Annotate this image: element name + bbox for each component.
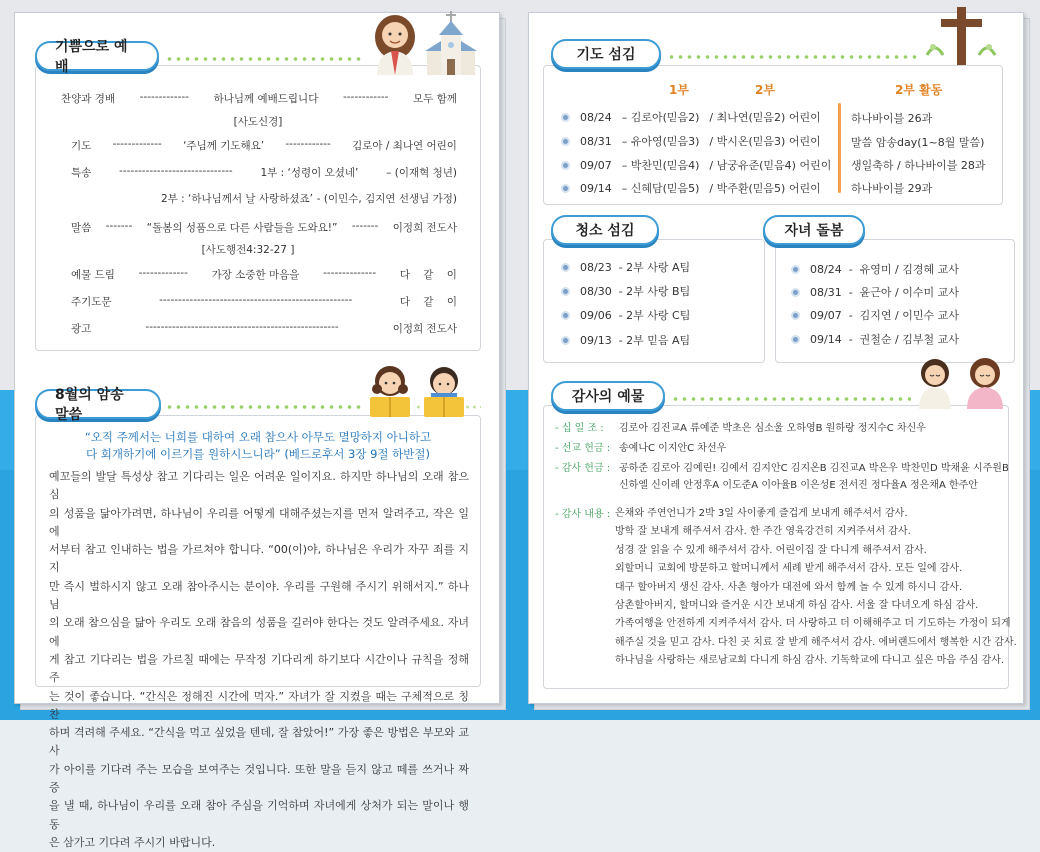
left-page xyxy=(14,12,500,849)
offering-title: 감사의 예물 xyxy=(571,389,645,405)
thanks-content-line: 하나님을 사랑하는 새로남교회 다니게 하심 감사. 기독학교에 다니고 싶은 마음 주심 감사. xyxy=(615,655,1005,667)
row-dash: ------------- xyxy=(139,91,189,103)
row-item: 예물 드림 xyxy=(71,269,115,281)
cleaning-item xyxy=(561,332,690,348)
cross-illustration xyxy=(921,5,1001,67)
cleaning-text: 09/06 - 2부 사랑 C팀 xyxy=(580,309,691,322)
row-dash: ------------- xyxy=(112,138,162,150)
row-item: 말씀 xyxy=(71,222,92,234)
cleaning-item xyxy=(561,283,690,299)
bullet-icon xyxy=(791,335,800,344)
cleaning-title-tab xyxy=(551,215,659,245)
offering-title-tab xyxy=(551,381,665,411)
memory-body-line: 예꼬들의 발달 특성상 참고 기다리는 일은 어려운 일이지요. 하지만 하나님의 오래 참으심 xyxy=(49,470,469,502)
care-title: 자녀 돌봄 xyxy=(784,223,844,239)
row-person: 이정희 전도사 xyxy=(392,222,457,234)
thanks-offering-names-1: 공하준 김로아 김예린! 김예서 김지안C 김지온B 김진교A 박은우 박찬민D 박채윤 시주원B xyxy=(619,463,1009,474)
care-text: 08/24 - 유영미 / 김경혜 교사 xyxy=(810,263,959,276)
thanks-offering-label: - 감사 헌금 : xyxy=(555,463,611,474)
activity-item: 하나바이블 29과 xyxy=(851,182,933,195)
cleaning-text: 08/23 - 2부 사랑 A팀 xyxy=(580,261,691,274)
prayer-title-tab xyxy=(551,39,661,69)
jesus-illustration xyxy=(365,13,425,75)
thanks-content-line: 은채와 주연언니가 2박 3일 사이좋게 즐겁게 보내게 해주셔서 감사. xyxy=(615,508,908,519)
row-item: [사도신경] xyxy=(233,116,283,128)
care-title-tab xyxy=(763,215,865,245)
care-text: 09/14 - 권철순 / 김부철 교사 xyxy=(810,333,959,346)
row-person: 다 같 이 xyxy=(399,269,457,281)
prayer-title: 기도 섬김 xyxy=(576,47,636,63)
memory-title: 8월의 암송 말씀 xyxy=(55,387,124,423)
row-dash: ------------ xyxy=(285,138,331,150)
thanks-content-line: 외할머니 교회에 방문하고 할머니께서 세례 받게 해주셔서 감사. 모든 일에 감사. xyxy=(615,563,963,575)
prayer-item xyxy=(561,180,821,196)
bullet-icon xyxy=(561,311,570,320)
row-content: 2부 : ‘하나님께서 날 사랑하셨죠’ xyxy=(161,193,313,205)
care-item xyxy=(791,261,959,277)
thanks-content-line: 삼촌할아버지, 할머니와 즐거운 시간 보내게 하심 감사. 서울 잘 다녀오게 하심 감사. xyxy=(615,600,979,612)
boy-reading-illustration xyxy=(419,363,469,419)
prayer-person-1: – 김로아(믿음2) xyxy=(621,111,700,124)
prayer-col-part1: 1부 xyxy=(669,83,689,97)
row-content: “돌봄의 성품으로 다른 사람들을 도와요!” xyxy=(146,222,338,234)
row-item: [사도행전4:32-27 ] xyxy=(201,244,295,256)
right-page xyxy=(528,12,1024,704)
row-content: 1부 : ‘성령이 오셨네’ xyxy=(260,167,359,179)
row-item: 주기도문 xyxy=(71,296,112,308)
memory-body-line: 게 참고 기다리는 법을 가르칠 때에는 무작정 기다리게 하기보다 시간이나 규칙을 정해 주 xyxy=(49,652,469,685)
cleaning-text: 09/13 - 2부 믿음 A팀 xyxy=(580,334,691,347)
prayer-date: 08/24 xyxy=(580,110,612,124)
thanks-content-list xyxy=(615,505,1017,671)
prayer-item xyxy=(561,109,821,125)
cleaning-text: 08/30 - 2부 사랑 B팀 xyxy=(580,285,691,298)
memory-body-line: 은 삼가고 기다려 주시기 바랍니다. xyxy=(49,835,216,849)
care-item xyxy=(791,284,959,300)
row-person: 다 같 이 xyxy=(399,296,457,308)
prayer-person-2: / 최나연(믿음2) 어린이 xyxy=(709,111,821,124)
worship-row-offering xyxy=(71,267,457,282)
thanks-content-line: 해주실 것을 믿고 감사. 다친 곳 치료 잘 받게 해주셔서 감사. 에버랜드에서 행복한 시간 감사. xyxy=(615,636,1017,648)
prayer-col-part2: 2부 xyxy=(755,83,775,97)
memory-body-line: 을 낼 때, 하나님이 우리를 오래 참아 주심을 기억하며 자녀에게 상처가 되는 말이나 행동 xyxy=(49,799,469,831)
bullet-icon xyxy=(791,288,800,297)
thanks-content-label: - 감사 내용 : xyxy=(555,509,611,520)
dotted-divider xyxy=(667,52,917,62)
cleaning-item xyxy=(561,307,690,323)
memory-body-line: 는 것이 좋습니다. “간식은 정해진 시간에 먹자.” 자녀가 잘 지켰을 때는 구체적으로 칭찬 xyxy=(49,689,469,721)
tithe-label: - 십 일 조 : xyxy=(555,423,604,434)
prayer-col-activity: 2부 활동 xyxy=(895,83,943,97)
praying-kids-illustration xyxy=(911,353,1015,409)
bullet-icon xyxy=(561,184,570,193)
mission-names: 송예나C 이지안C 차선우 xyxy=(619,443,727,454)
care-text: 09/07 - 김지연 / 이민수 교사 xyxy=(810,309,959,322)
row-item: 특송 xyxy=(71,167,92,179)
prayer-person-2: / 남궁유준(믿음4) 어린이 xyxy=(709,159,832,172)
worship-row-creed xyxy=(15,114,501,129)
row-person: - (이민수, 김지연 선생님 가정) xyxy=(316,193,457,205)
prayer-person-2: / 박시온(믿음3) 어린이 xyxy=(709,135,821,148)
row-dash: --------------------------------------------------- xyxy=(145,321,339,333)
memory-body xyxy=(49,468,469,852)
activity-item: 말씀 암송day(1~8월 말씀) xyxy=(851,136,985,149)
memory-body-line: 가 아이를 기다려 주는 모습을 보여주는 것입니다. 또한 말을 듣지 않고 떼를 쓰거나 짜증 xyxy=(49,762,469,795)
row-content: ‘주님께 기도해요’ xyxy=(183,140,265,152)
bullet-icon xyxy=(561,113,570,122)
row-dash: ------- xyxy=(351,220,379,232)
prayer-date: 09/14 xyxy=(580,181,612,195)
activity-item: 생일축하 / 하나바이블 28과 xyxy=(851,159,986,172)
bullet-icon xyxy=(791,265,800,274)
memory-verse-line-1: “오직 주께서는 너희를 대하여 오래 참으사 아무도 멸망하지 아니하고 xyxy=(84,430,432,444)
prayer-item xyxy=(561,157,831,173)
care-item xyxy=(791,307,959,323)
bullet-icon xyxy=(561,263,570,272)
worship-row-special-song-2 xyxy=(161,191,457,206)
care-item xyxy=(791,331,959,347)
mission-label: - 선교 헌금 : xyxy=(555,443,611,454)
row-item: 찬양과 경배 xyxy=(61,93,116,105)
activity-item: 하나바이블 26과 xyxy=(851,112,933,125)
row-dash: -------------- xyxy=(323,267,377,279)
prayer-date: 09/07 xyxy=(580,158,612,172)
row-content: 가장 소중한 마음을 xyxy=(211,269,300,281)
bullet-icon xyxy=(561,137,570,146)
worship-row-prayer xyxy=(71,138,457,153)
worship-title: 기쁨으로 예배 xyxy=(55,39,128,75)
worship-title-tab xyxy=(35,39,159,75)
row-person: 김로아 / 최나연 어린이 xyxy=(352,140,457,152)
worship-row-lords-prayer xyxy=(71,294,457,309)
cleaning-title: 청소 섬김 xyxy=(575,223,635,239)
thanks-content-line: 대구 할아버지 생신 감사. 사촌 형아가 대전에 와서 함께 놀 수 있게 하시니 감사. xyxy=(615,581,963,593)
worship-row-praise xyxy=(61,91,457,106)
prayer-date: 08/31 xyxy=(580,134,612,148)
dotted-divider xyxy=(165,402,365,412)
tithe-names: 김로아 김진교A 류예준 박초은 심소울 오하영B 원하랑 정지수C 차신우 xyxy=(619,423,926,434)
memory-body-line: 의 오래 참으심을 닮아 우리도 오래 참음의 성품을 길러야 한다는 것도 알려주세요. 자녀에 xyxy=(49,616,469,648)
row-dash: ------------ xyxy=(342,91,389,103)
prayer-item xyxy=(561,133,821,149)
row-dash: ------------------------------ xyxy=(119,165,233,177)
church-illustration xyxy=(423,9,479,75)
prayer-person-1: – 신혜담(믿음5) xyxy=(621,182,700,195)
row-item: 기도 xyxy=(71,140,92,152)
memory-verse-line-2: 다 회개하기에 이르기를 원하시느니라” (베드로후서 3장 9절 하반절) xyxy=(86,447,430,461)
row-item: 광고 xyxy=(71,323,92,335)
dotted-divider xyxy=(165,54,365,64)
worship-row-special-song xyxy=(71,165,457,180)
prayer-person-2: / 박주환(믿음5) 어린이 xyxy=(709,182,821,195)
worship-row-scripture xyxy=(15,242,481,257)
care-text: 08/31 - 윤근아 / 이수미 교사 xyxy=(810,286,959,299)
divider-bar xyxy=(838,103,841,193)
row-person: 모두 함께 xyxy=(413,93,457,105)
memory-body-line: 만 즉시 벌하시지 않고 오래 참아주시는 분이야. 우리를 구원해 주시기 위해서지.” 하나님 xyxy=(49,579,469,612)
thanks-content-line: 성경 잘 읽을 수 있게 해주셔서 감사. 어린이집 잘 다니게 해주셔서 감사. xyxy=(615,544,927,556)
row-content: 하나님께 예배드립니다 xyxy=(213,93,319,105)
row-person: – (이재혁 청년) xyxy=(386,167,457,179)
row-dash: ------------- xyxy=(138,267,188,279)
prayer-person-1: – 박찬민(믿음4) xyxy=(621,159,700,172)
thanks-content-line: 방학 잘 보내게 해주셔서 감사. 한 주간 영육강건히 지켜주셔서 감사. xyxy=(615,526,911,538)
cleaning-item xyxy=(561,259,690,275)
thanks-offering-names-2: 신하엘 신이레 안정후A 이도준A 이아율B 이은성E 전서진 정다율A 정은채A 한주안 xyxy=(619,480,978,491)
prayer-person-1: – 유아영(믿음3) xyxy=(621,135,700,148)
row-person: 이정희 전도사 xyxy=(392,323,457,335)
bullet-icon xyxy=(561,336,570,345)
worship-row-announcements xyxy=(71,321,457,336)
bullet-icon xyxy=(561,287,570,296)
bullet-icon xyxy=(561,161,570,170)
row-dash: ------- xyxy=(105,220,133,232)
thanks-content-line: 가족여행을 안전하게 지켜주셔서 감사. 더 사랑하고 더 이해해주고 더 기도하는 가정이 되게 xyxy=(615,618,1011,630)
bullet-icon xyxy=(791,311,800,320)
memory-body-line: 서부터 참고 인내하는 법을 가르쳐야 합니다. “00(이)야, 하나님은 우리가 자꾸 죄를 지지 xyxy=(49,543,469,575)
memory-body-line: 의 성품을 닮아가려면, 하나님이 우리를 어떻게 대해주셨는지를 먼저 알려주고, 작은 일에 xyxy=(49,506,469,538)
girl-reading-illustration xyxy=(365,363,415,419)
memory-title-tab xyxy=(35,387,161,423)
worship-row-sermon xyxy=(71,220,457,235)
memory-body-line: 하며 격려해 주세요. “간식을 먹고 싶었을 텐데, 잘 참았어!” 가장 좋은 방법은 부모와 교사 xyxy=(49,726,469,758)
dotted-divider xyxy=(671,394,911,404)
row-dash: --------------------------------------------------- xyxy=(159,294,353,306)
